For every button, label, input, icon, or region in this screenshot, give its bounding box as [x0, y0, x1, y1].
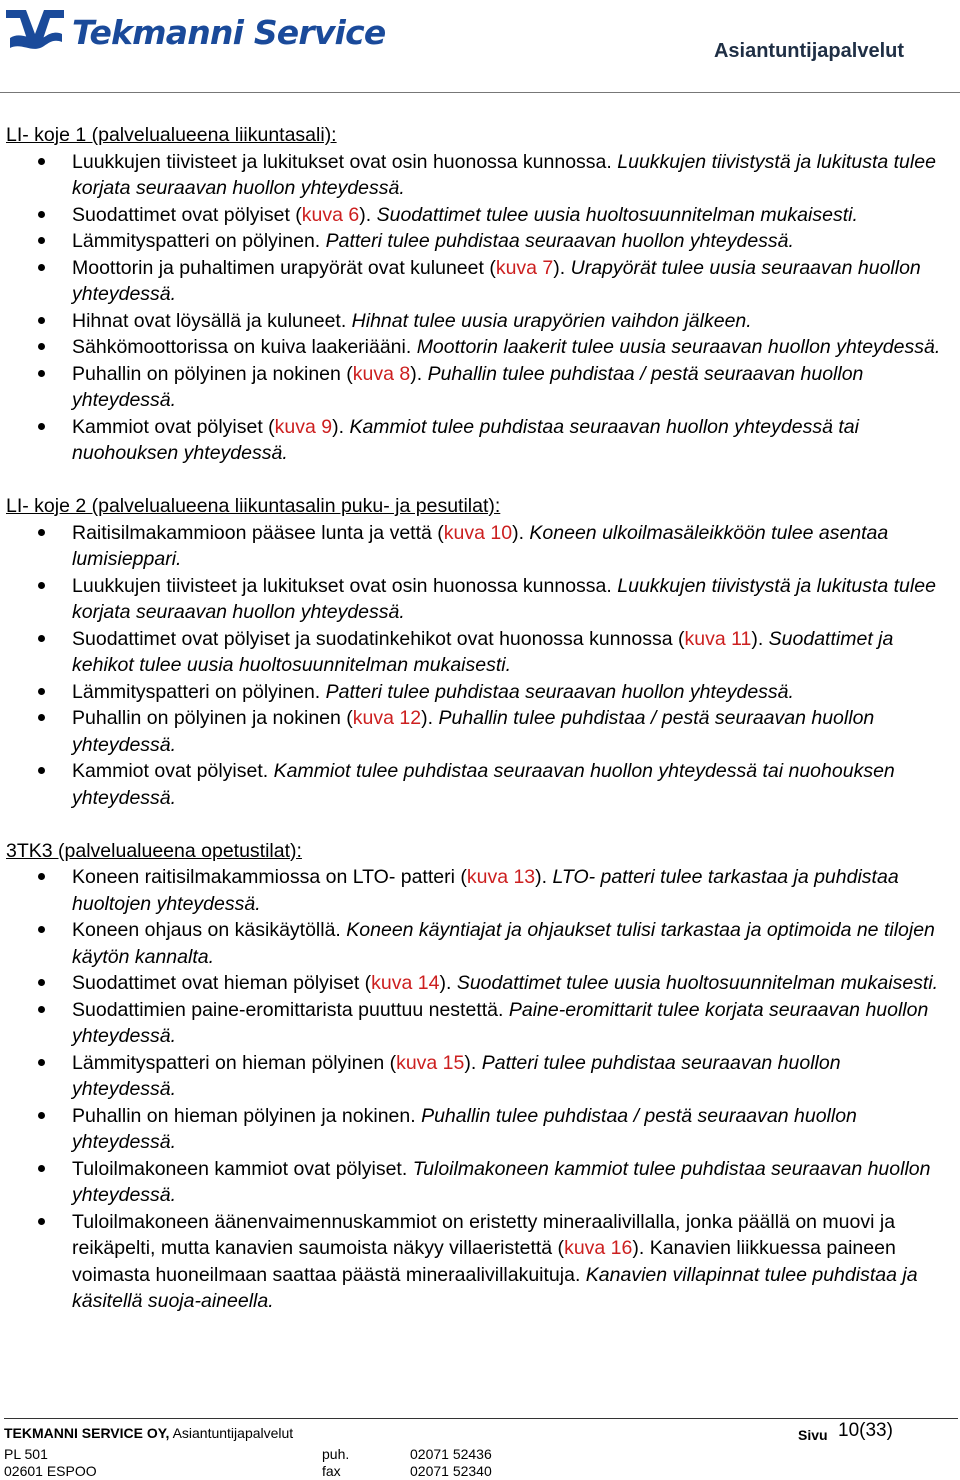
footer-page-number: 10(33)	[838, 1420, 893, 1441]
section	[6, 493, 956, 811]
text-segment: Suodattimet ovat pölyiset (	[72, 203, 302, 226]
figure-reference: kuva 13	[466, 866, 536, 888]
list-item	[6, 308, 956, 335]
text-segment: Tuloilmakoneen kammiot ovat pölyiset.	[72, 1157, 413, 1180]
list-item	[6, 758, 956, 811]
text-segment: Suodattimet tulee uusia huoltosuunnitelman mukaisesti.	[376, 203, 858, 226]
list-item	[6, 228, 956, 255]
text-segment: ).	[751, 627, 769, 650]
list-item	[6, 864, 956, 917]
bullet-icon	[38, 688, 45, 695]
footer-fax-value: 02071 52340	[410, 1463, 492, 1479]
list-item	[6, 1156, 956, 1209]
text-segment: Urapyörät tulee uusia seuraavan huollon yhteydessä.	[72, 256, 921, 305]
list-item	[6, 255, 956, 308]
figure-reference: kuva 15	[396, 1051, 465, 1074]
bullet-icon	[38, 317, 45, 324]
text-segment: Sähkömoottorissa on kuiva laakeriääni.	[72, 336, 417, 358]
figure-reference: kuva 11	[684, 627, 752, 650]
text-segment: Raitisilmakammioon pääsee lunta ja vettä (	[72, 521, 444, 544]
bullet-list	[6, 149, 956, 467]
bullet-icon	[38, 767, 45, 774]
list-item	[6, 997, 956, 1050]
text-segment: ).	[332, 415, 350, 438]
text-segment: Hihnat tulee uusia urapyörien vaihdon jälkeen.	[351, 309, 752, 332]
text-segment: Koneen käyntiajat ja ohjaukset tulisi tarkastaa ja optimoida ne tilojen käytön kannalta.	[72, 919, 935, 968]
list-item	[6, 573, 956, 626]
logo-mark-icon	[4, 4, 66, 58]
list-item	[6, 626, 956, 679]
bullet-icon	[38, 635, 45, 642]
footer-address-line2: 02601 ESPOO	[4, 1463, 97, 1479]
footer-company-name: TEKMANNI SERVICE OY,	[4, 1425, 170, 1441]
text-segment: Puhallin tulee puhdistaa / pestä seuraavan huollon yhteydessä.	[72, 707, 875, 756]
list-item	[6, 705, 956, 758]
text-segment: Tuloilmakoneen äänenvaimennuskammiot on eristetty mineraalivillalla, jonka päällä on muovi ja reikäpelti, mutta kanavien saumoista näkyy villaeristettä (	[72, 1210, 896, 1259]
text-segment: Puhallin on hieman pölyinen ja nokinen.	[72, 1104, 422, 1127]
text-segment: Suodattimet ovat pölyiset ja suodatinkehikot ovat huonossa kunnossa (	[72, 627, 685, 650]
footer-company-unit: Asiantuntijapalvelut	[172, 1425, 294, 1441]
text-segment: Kammiot tulee puhdistaa seuraavan huollon yhteydessä tai nuohouksen yhteydessä.	[72, 760, 895, 809]
text-segment: Luukkujen tiivistystä ja lukitusta tulee korjata seuraavan huollon yhteydessä.	[72, 574, 936, 623]
logo-text: Tekmanni Service	[72, 12, 386, 52]
footer-phone-label: puh.	[322, 1446, 350, 1462]
bullet-icon	[38, 423, 45, 430]
list-item	[6, 520, 956, 573]
text-segment: Kanavien villapinnat tulee puhdistaa ja käsitellä suoja-aineella.	[72, 1263, 918, 1312]
bullet-icon	[38, 1112, 45, 1119]
text-segment: Patteri tulee puhdistaa seuraavan huollon yhteydessä.	[72, 1051, 841, 1100]
bullet-icon	[38, 926, 45, 933]
list-item	[6, 1050, 956, 1103]
text-segment: ).	[535, 866, 553, 888]
text-segment: ).	[421, 707, 439, 729]
bullet-icon	[38, 343, 45, 350]
figure-reference: kuva 10	[443, 521, 513, 544]
section	[6, 838, 956, 1315]
text-segment: Koneen ulkoilmasäleikköön tulee asentaa lumisieppari.	[72, 521, 889, 570]
list-item	[6, 1209, 956, 1315]
list-item	[6, 970, 956, 997]
bullet-icon	[38, 582, 45, 589]
footer-divider	[4, 1418, 958, 1419]
figure-reference: kuva 6	[301, 203, 360, 226]
text-segment: ).	[439, 972, 457, 994]
text-segment: Tuloilmakoneen kammiot tulee puhdistaa seuraavan huollon yhteydessä.	[72, 1157, 931, 1206]
header-title: Asiantuntijapalvelut	[713, 40, 904, 62]
bullet-list	[6, 864, 956, 1315]
page-footer	[0, 1418, 960, 1480]
bullet-icon	[38, 1006, 45, 1013]
text-segment: ).	[359, 203, 377, 226]
bullet-icon	[38, 1218, 45, 1225]
bullet-icon	[38, 237, 45, 244]
list-item	[6, 414, 956, 467]
bullet-icon	[38, 1059, 45, 1066]
text-segment: Suodattimet ovat hieman pölyiset (	[72, 972, 372, 994]
footer-fax-label: fax	[322, 1463, 341, 1479]
text-segment: Luukkujen tiivistystä ja lukitusta tulee korjata seuraavan huollon yhteydessä.	[72, 150, 936, 199]
company-logo	[4, 4, 385, 58]
figure-reference: kuva 8	[352, 362, 411, 385]
text-segment: Suodattimien paine-eromittarista puuttuu nestettä.	[72, 998, 509, 1021]
text-segment: Koneen raitisilmakammiossa on LTO- patteri (	[72, 866, 467, 888]
text-segment: Koneen ohjaus on käsikäytöllä.	[72, 919, 347, 941]
list-item	[6, 334, 956, 361]
header-divider	[0, 92, 960, 93]
text-segment: Hihnat ovat löysällä ja kuluneet.	[72, 309, 352, 332]
bullet-icon	[38, 370, 45, 377]
figure-reference: kuva 9	[274, 415, 333, 438]
list-item	[6, 1103, 956, 1156]
page-header	[0, 0, 960, 96]
list-item	[6, 149, 956, 202]
list-item	[6, 917, 956, 970]
figure-reference: kuva 14	[371, 972, 440, 994]
figure-reference: kuva 16	[564, 1237, 633, 1259]
text-segment: Moottorin laakerit tulee uusia seuraavan huollon yhteydessä.	[416, 336, 941, 358]
text-segment: Lämmityspatteri on pölyinen.	[72, 230, 326, 252]
section-title: 3TK3 (palvelualueena opetustilat):	[6, 839, 302, 862]
text-segment: Luukkujen tiivisteet ja lukitukset ovat osin huonossa kunnossa.	[72, 574, 618, 597]
text-segment: ).	[464, 1051, 482, 1074]
text-segment: Puhallin on pölyinen ja nokinen (	[72, 707, 353, 729]
bullet-list	[6, 520, 956, 812]
bullet-icon	[38, 211, 45, 218]
text-segment: Suodattimet ja kehikot tulee uusia huoltosuunnitelman mukaisesti.	[72, 627, 894, 676]
text-segment: Patteri tulee puhdistaa seuraavan huollon yhteydessä.	[325, 680, 794, 703]
text-segment: Puhallin on pölyinen ja nokinen (	[72, 362, 353, 385]
bullet-icon	[38, 158, 45, 165]
bullet-icon	[38, 264, 45, 271]
text-segment: Puhallin tulee puhdistaa / pestä seuraavan huollon yhteydessä.	[72, 1104, 857, 1153]
text-segment: ). Kanavien liikkuessa paineen voimasta huoneilmaan saattaa päästä mineraalivillakuituja.	[72, 1237, 896, 1286]
section	[6, 122, 956, 467]
section-title: LI- koje 2 (palvelualueena liikuntasalin puku- ja pesutilat):	[6, 495, 501, 517]
text-segment: Lämmityspatteri on pölyinen.	[72, 680, 326, 703]
text-segment: Kammiot ovat pölyiset (	[72, 415, 275, 438]
text-segment: Paine-eromittarit tulee korjata seuraavan huollon yhteydessä.	[72, 998, 929, 1047]
text-segment: Lämmityspatteri on hieman pölyinen (	[72, 1051, 397, 1074]
text-segment: ).	[553, 256, 571, 279]
footer-phone-value: 02071 52436	[410, 1446, 492, 1462]
text-segment: Puhallin tulee puhdistaa / pestä seuraavan huollon yhteydessä.	[72, 362, 864, 411]
text-segment: Moottorin ja puhaltimen urapyörät ovat kuluneet (	[72, 256, 496, 279]
bullet-icon	[38, 529, 45, 536]
text-segment: Patteri tulee puhdistaa seuraavan huollon yhteydessä.	[325, 230, 794, 252]
list-item	[6, 202, 956, 229]
list-item	[6, 361, 956, 414]
text-segment: Kammiot tulee puhdistaa seuraavan huollon yhteydessä tai nuohouksen yhteydessä.	[72, 415, 859, 464]
text-segment: Suodattimet tulee uusia huoltosuunnitelman mukaisesti.	[456, 972, 939, 994]
text-segment: Luukkujen tiivisteet ja lukitukset ovat osin huonossa kunnossa.	[72, 150, 618, 173]
figure-reference: kuva 7	[495, 256, 554, 279]
bullet-icon	[38, 1165, 45, 1172]
figure-reference: kuva 12	[352, 707, 422, 729]
text-segment: Kammiot ovat pölyiset.	[72, 760, 274, 782]
text-segment: ).	[410, 362, 428, 385]
document-body	[6, 122, 956, 1341]
footer-address-line1: PL 501	[4, 1446, 48, 1462]
list-item	[6, 679, 956, 706]
section-title: LI- koje 1 (palvelualueena liikuntasali):	[6, 124, 337, 146]
bullet-icon	[38, 873, 45, 880]
footer-page-label: Sivu	[798, 1427, 828, 1443]
text-segment: LTO- patteri tulee tarkastaa ja puhdistaa huoltojen yhteydessä.	[72, 866, 899, 915]
bullet-icon	[38, 979, 45, 986]
bullet-icon	[38, 714, 45, 721]
text-segment: ).	[512, 521, 530, 544]
footer-company	[4, 1425, 293, 1441]
